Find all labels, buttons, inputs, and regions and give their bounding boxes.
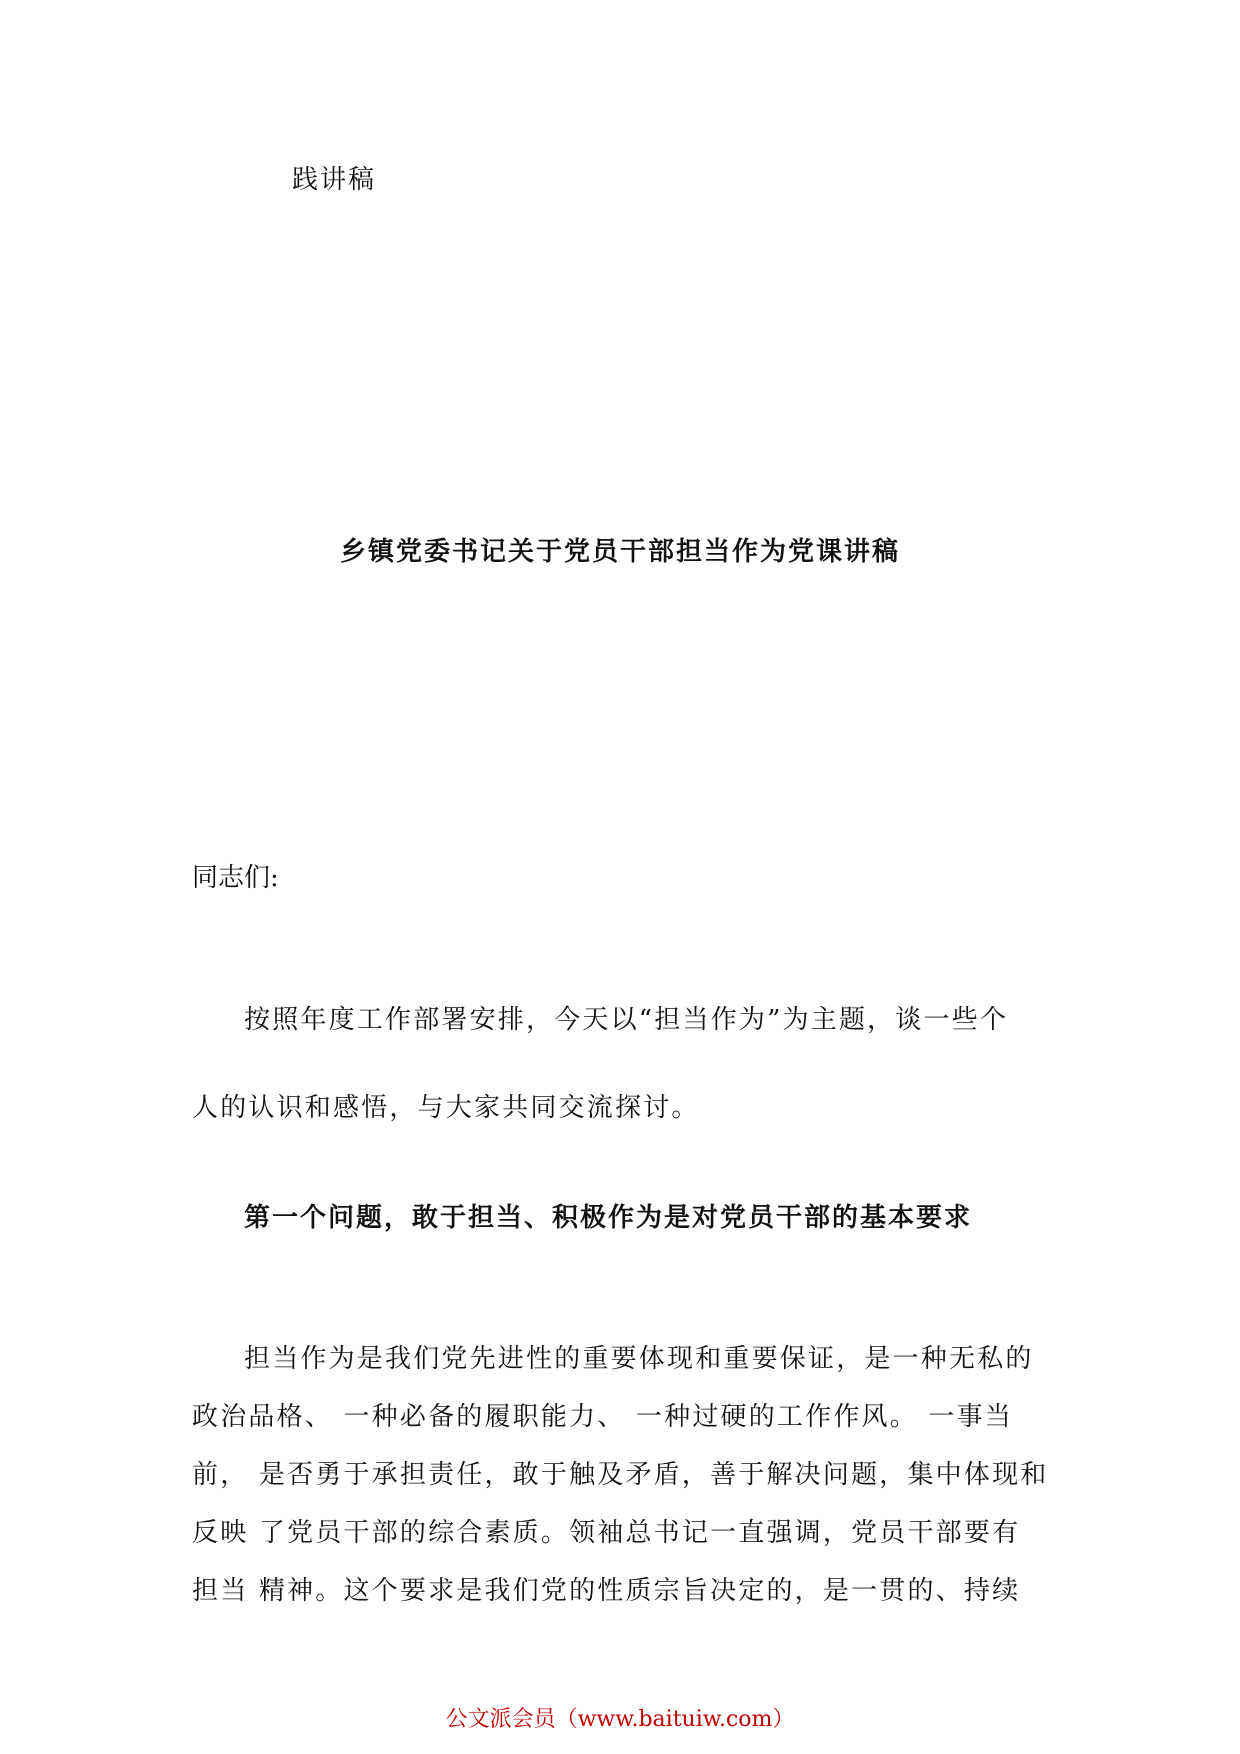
salutation: 同志们: [192, 863, 279, 893]
paragraph-line: 按照年度工作部署安排，今天以“担当作为”为主题，谈一些个 [244, 1005, 1009, 1035]
intro-paragraph [192, 976, 1054, 1152]
footer-watermark[interactable]: 公文派会员（www.baituiw.com） [445, 1707, 795, 1732]
section-heading: 第一个问题，敢于担当、积极作为是对党员干部的基本要求 [244, 1203, 973, 1233]
paragraph-line: 人的认识和感悟，与大家共同交流探讨。 [192, 1093, 700, 1123]
paragraph-line: 政治品格、 一种必备的履职能力、 一种过硬的工作作风。 一事当 [192, 1402, 1013, 1432]
body-paragraph [192, 1330, 1054, 1620]
paragraph-line: 担当作为是我们党先进性的重要体现和重要保证，是一种无私的 [244, 1344, 1034, 1374]
title-fragment: 践讲稿 [292, 165, 377, 195]
document-title: 乡镇党委书记关于党员干部担当作为党课讲稿 [339, 537, 900, 567]
paragraph-line: 担当 精神。这个要求是我们党的性质宗旨决定的，是一贯的、持续 [192, 1576, 1021, 1606]
paragraph-line: 反映 了党员干部的综合素质。领袖总书记一直强调，党员干部要有 [192, 1518, 1021, 1548]
paragraph-line: 前， 是否勇于承担责任，敢于触及矛盾，善于解决问题，集中体现和 [192, 1460, 1049, 1490]
